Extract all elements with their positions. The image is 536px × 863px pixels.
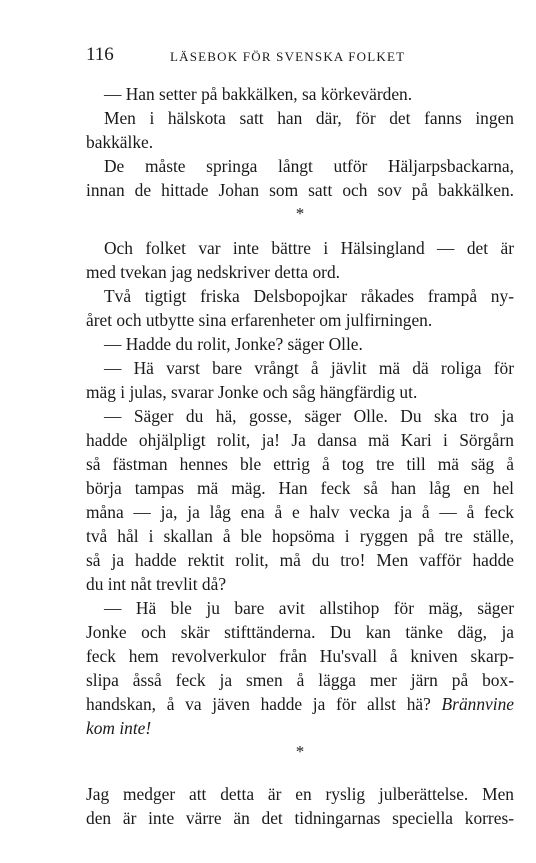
text-line: Jag medger att detta är en ryslig julberättelse. Men	[86, 784, 514, 804]
text-line: börja tampas mä mäg. Han feck så han låg en hel	[86, 478, 514, 498]
text-line: — Hadde du rolit, Jonke? säger Olle.	[104, 334, 363, 354]
text-line: hadde ohjälpligt rolit, ja! Ja dansa mä Kari i Sörgårn	[86, 430, 514, 450]
text-line	[86, 692, 514, 716]
text-line: så ja hadde rektit rolit, må du tro! Men vafför hadde	[86, 550, 514, 570]
text-line: Och folket var inte bättre i Hälsingland — det är	[104, 238, 514, 258]
running-title: LÄSEBOK FÖR SVENSKA FOLKET	[170, 49, 406, 64]
text-line: så fästman hennes ble ettrig å tog tre till mä säg å	[86, 454, 514, 474]
text-line: — Säger du hä, gosse, säger Olle. Du ska tro ja	[104, 406, 514, 426]
text-line: mäg i julas, svarar Jonke och såg hängfärdig ut.	[86, 382, 418, 402]
text-line: med tvekan jag nedskriver detta ord.	[86, 262, 341, 282]
text-line: två hål i skallan å ble hopsöma i ryggen på tre ställe,	[86, 526, 514, 546]
italic-text: kom inte!	[86, 718, 152, 738]
text-line: Jonke och skär stifttänderna. Du kan tänke däg, ja	[86, 622, 514, 642]
text-line: slipa åsså feck ja smen å lägga mer järn på box-	[86, 670, 514, 690]
italic-text: Brännvine	[441, 694, 514, 714]
text-line: du int nåt trevlit då?	[86, 574, 227, 594]
text-line: innan de hittade Johan som satt och sov på bakkälken.	[86, 180, 514, 200]
section-separator: *	[295, 742, 305, 761]
text-line: den är inte värre än det tidningarnas speciella korres-	[86, 808, 514, 828]
text-line: — Hä ble ju bare avit allstihop för mäg, säger	[104, 598, 514, 618]
text-line	[86, 716, 514, 740]
text-line: måna — ja, ja låg ena å e halv vecka ja å — å feck	[86, 502, 514, 522]
text-line: året och utbytte sina erfarenheter om julfirningen.	[86, 310, 433, 330]
text-line: — Han setter på bakkälken, sa körkevärden.	[104, 84, 413, 104]
page-header	[86, 42, 514, 68]
text-line: Men i hälskota satt han där, för det fanns ingen	[104, 108, 514, 128]
page-number: 116	[86, 44, 114, 65]
text-line: — Hä varst bare vrångt å jävlit mä dä roliga för	[104, 358, 514, 378]
section-separator: *	[295, 204, 305, 223]
text-line: De måste springa långt utför Häljarpsbackarna,	[104, 156, 514, 176]
text-span: handskan, å va jäven hadde ja för allst hä?	[86, 694, 431, 714]
body-text	[86, 82, 514, 830]
text-line: feck hem revolverkulor från Hu'svall å kniven skarp-	[86, 646, 514, 666]
text-line: Två tigtigt friska Delsbopojkar råkades frampå ny-	[104, 286, 514, 306]
text-line: bakkälke.	[86, 132, 154, 152]
